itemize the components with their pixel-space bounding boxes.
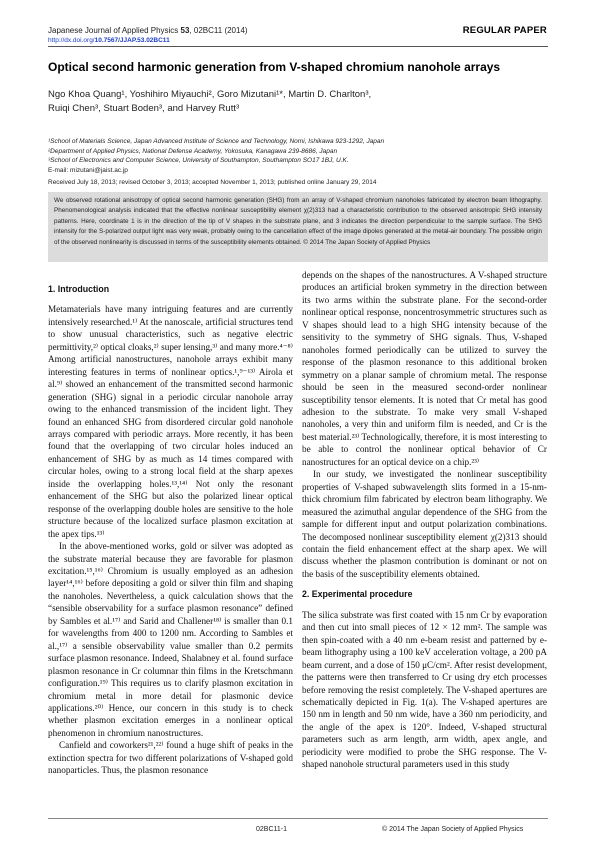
journal-header	[48, 26, 248, 35]
article-type-tag: REGULAR PAPER	[462, 25, 547, 36]
abstract-box	[48, 192, 548, 262]
right-column	[302, 269, 547, 771]
journal-volume: 53	[180, 26, 190, 35]
journal-name: Japanese Journal of Applied Physics	[48, 26, 179, 35]
publication-dates: Received July 18, 2013; revised October 3, 2013; accepted November 1, 2013; published online January 29, 2014	[48, 179, 377, 186]
article-info: , 02BC11 (2014)	[189, 26, 248, 35]
body-paragraph: The silica substrate was first coated with 15 nm Cr by evaporation and then cut into small pieces of 12 × 12 mm². The sample was then spin-coated with a 40 nm e-beam resist and patterned by e-beam lithography using a 100 keV acceleration voltage, a 200 pA beam current, and a dose of 150 μC/cm². After resist development, the patterns were then transferred to Cr using dry etch processes before removing the resist completely. The V-shaped apertures are schematically depicted in Fig. 1(a). The V-shaped apertures are 150 nm in length and 50 nm wide, have a 360 nm periodicity, and the angle of the apex is 120°. Indeed, V-shaped structural parameters such as arm length, arm width, apex angle, and periodicity were modified to probe the SHG response. The V-shaped nanohole structural parameters used in this study	[302, 609, 547, 770]
section-heading-introduction: 1. Introduction	[48, 284, 110, 294]
body-paragraph: In the above-mentioned works, gold or silver was adopted as the substrate material because they are favorable for plasmon excitation.¹⁵,¹⁶⁾ Chromium is usually employed as an adhesion layer¹⁴,¹⁶⁾ before depositing a gold or silver thin film and shaping the nanoholes. Nevertheless, a quick calculation shows that the “sensible observability for a surface plasmon resonance” defined by Sambles et al.¹⁷⁾ and Sarid and Challener¹⁸⁾ is smaller than 0.1 for wavelengths from 400 to 1200 nm. According to Sambles et al.,¹⁷⁾ a sensible observability value smaller than 0.2 permits surface plasmon resonance. Indeed, Shalabney et al. found surface plasmon resonance in Cr columnar thin films in the Kretschmann configuration.¹⁹⁾ This requires us to clarify plasmon excitation in chromium metal in more detail for plasmonic device applications.²⁰⁾ Hence, our concern in this study is to check whether plasmon excitation emerges in a nonlinear optical phenomenon in chromium nanostructures.	[48, 541, 293, 738]
affiliation-1: ¹School of Materials Science, Japan Advanced Institute of Science and Technology, Nomi, Ishikawa 923-1292, Japan	[48, 138, 385, 145]
body-paragraph: In our study, we investigated the nonlinear susceptibility properties of V-shaped subwavelength slits formed in a 15-nm-thick chromium film fabricated by electron beam lithography. We measured the azimuthal angular dependence of the SHG from the sample for different input and output polarization combinations. The decomposed nonlinear susceptibility element χ(2)313 should contain the field enhancement effect at the sharp apex. We will discuss whether the plasmon contribution is dominant or not on the basis of the susceptibility elements obtained.	[302, 469, 547, 579]
footer-rule	[48, 818, 548, 819]
doi-prefix[interactable]: http://dx.doi.org/	[48, 37, 95, 44]
copyright-notice: © 2014 The Japan Society of Applied Physics	[382, 826, 524, 833]
section-heading-experimental: 2. Experimental procedure	[302, 589, 413, 600]
left-column	[48, 283, 293, 777]
body-paragraph: Canfield and coworkers²¹,²²⁾ found a huge shift of peaks in the extinction spectra for two different polarizations of V-shaped gold nanoparticles. Thus, the plasmon resonance	[48, 740, 293, 776]
paper-title: Optical second harmonic generation from V-shaped chromium nanohole arrays	[48, 60, 501, 74]
affiliations	[48, 137, 548, 175]
body-paragraph: Metamaterials have many intriguing features and are currently intensively researched.¹⁾ At the nanoscale, artificial structures tend to show unusual characteristics, such as negative electric permittivity,²⁾ optical cloaks,²⁾ super lensing,³⁾ and many more.⁴⁻⁸⁾ Among artificial nanostructures, nanohole arrays exhibit many interesting features in terms of nonlinear optics.¹,⁹⁻¹³⁾ Airola et al.⁹⁾ showed an enhancement of the transmitted second harmonic generation (SHG) signal in a periodic circular nanohole array owing to the enhanced transmission of the incident light. They found an enhanced SHG from disordered circular gold nanohole arrays compared with periodic arrays. More recently, it has been found that the overlapping of two circular holes induced an enhancement of SHG by as much as 14 times compared with circular holes, owing to a strong local field at the sharp apexes inside the overlapping holes.¹³,¹⁴⁾ Not only the resonant enhancement of the SHG but also the polarized linear optical response of the overlapping double holes are sensitive to the hole structure because of the localized surface plasmon excitation at the apex tips.¹³⁾	[48, 304, 293, 539]
affiliation-2: ²Department of Applied Physics, National Defense Academy, Yokosuka, Kanagawa 239-8686, Japan	[48, 147, 338, 155]
authors-line-2: Ruiqi Chen³, Stuart Boden³, and Harvey Rutt³	[48, 102, 240, 114]
page-id: 02BC11-1	[256, 826, 288, 833]
author-list	[48, 88, 548, 115]
authors-line-1: Ngo Khoa Quang¹, Yoshihiro Miyauchi², Goro Mizutani¹*, Martin D. Charlton³,	[48, 89, 372, 100]
doi-value[interactable]: 10.7567/JJAP.53.02BC11	[94, 37, 170, 44]
doi-link[interactable]	[48, 37, 170, 44]
header-rule	[48, 46, 548, 47]
body-paragraph: depends on the shapes of the nanostructures. A V-shaped structure produces an artificial broken symmetry in the direction between its two arms within the substrate plane. For the second-order nonlinear optical response, noncentrosymmetric structures such as V shapes should lead to a high SHG intensity because of the sensitivity to the symmetry of SHG signals. Thus, V-shaped nanoholes formed periodically can be utilized to survey the response of the plasmon resonance to this additional broken symmetry on a planar sample of chromium metal. The response should be seen in the measured second-order nonlinear susceptibility tensor elements. It is noted that Cr metal has good adhesion to the substrate. To make very small V-shaped nanoholes, a very thin and uniform film is needed, and Cr is the best material.²³⁾ Technologically, therefore, it is most interesting to be able to control the nonlinear optical behavior of Cr nanostructures for an optical device on a chip.²³⁾	[302, 270, 547, 467]
abstract-text: We observed rotational anisotropy of optical second harmonic generation (SHG) from an array of V-shaped chromium nanoholes fabricated by electron beam lithography. Phenomenological analysis indicated that the effective nonlinear susceptibility element χ(2)313 had a characteristic contribution to the observed anisotropic SHG intensity patterns. Here, coordinate 1 is in the direction of the tip of V shapes in the substrate plane, and 3 indicates the direction perpendicular to the sample surface. The SHG intensity for the S-polarized output light was very weak, probably owing to the cancellation effect of the image dipoles generated at the metal-air boundary. The possible origin of the observed nonlinearity is discussed in terms of the susceptibility elements obtained. © 2014 The Japan Society of Applied Physics	[54, 197, 542, 246]
contact-email: E-mail: mizutani@jaist.ac.jp	[48, 166, 128, 174]
affiliation-3: ³School of Electronics and Computer Science, University of Southampton, Southampton SO17 1BJ, U.K.	[48, 157, 349, 165]
